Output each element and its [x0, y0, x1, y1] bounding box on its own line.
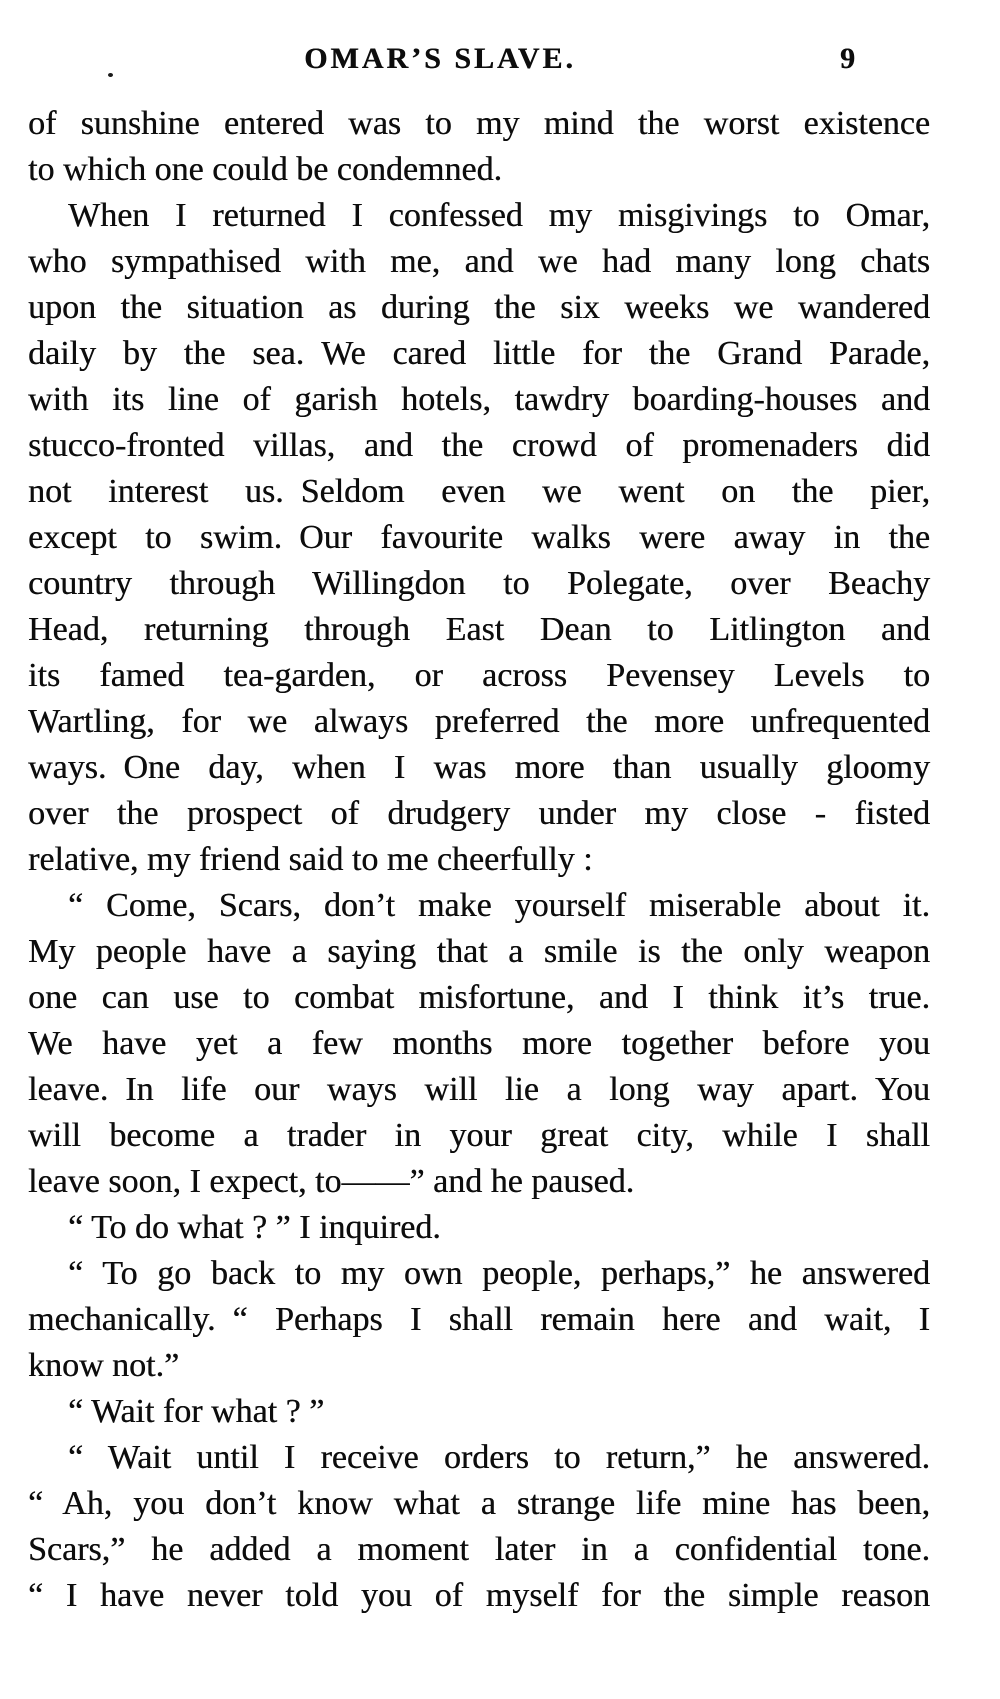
page-number: 9	[840, 42, 855, 75]
text-line: leave soon, I expect, to——” and he paused.	[28, 1163, 635, 1200]
text-line: Scars,” he added a moment later in a confidential tone.	[28, 1531, 930, 1568]
text-line: to which one could be condemned.	[28, 151, 502, 188]
text-line: My people have a saying that a smile is the only weapon	[28, 933, 930, 970]
text-line: ways. One day, when I was more than usually gloomy	[28, 749, 930, 786]
text-line: one can use to combat misfortune, and I think it’s true.	[28, 979, 930, 1016]
text-line: daily by the sea. We cared little for the Grand Parade,	[28, 335, 930, 372]
text-line: of sunshine entered was to my mind the worst existence	[28, 105, 930, 142]
text-line: When I returned I confessed my misgivings to Omar,	[68, 197, 930, 234]
text-line: know not.”	[28, 1347, 180, 1384]
body-text	[28, 101, 930, 1619]
text-line: “ Come, Scars, don’t make yourself miserable about it.	[68, 887, 930, 924]
text-line: relative, my friend said to me cheerfully :	[28, 841, 593, 878]
text-line: “ I have never told you of myself for the simple reason	[28, 1577, 930, 1614]
text-line: mechanically. “ Perhaps I shall remain here and wait, I	[28, 1301, 930, 1338]
text-line: “ To do what ? ” I inquired.	[68, 1209, 441, 1246]
text-line: “ Wait until I receive orders to return,” he answered.	[68, 1439, 930, 1476]
text-line: will become a trader in your great city, while I shall	[28, 1117, 930, 1154]
text-line: its famed tea-garden, or across Pevensey Levels to	[28, 657, 930, 694]
text-line: not interest us. Seldom even we went on the pier,	[28, 473, 930, 510]
text-line: country through Willingdon to Polegate, over Beachy	[28, 565, 930, 602]
text-line: stucco-fronted villas, and the crowd of promenaders did	[28, 427, 930, 464]
text-line: leave. In life our ways will lie a long way apart. You	[28, 1071, 930, 1108]
text-line: over the prospect of drudgery under my close - fisted	[28, 795, 930, 832]
text-line: “ Ah, you don’t know what a strange life mine has been,	[28, 1485, 930, 1522]
text-line: We have yet a few months more together before you	[28, 1025, 930, 1062]
text-line: “ To go back to my own people, perhaps,” he answered	[68, 1255, 930, 1292]
text-line: Wartling, for we always preferred the more unfrequented	[28, 703, 930, 740]
text-line: Head, returning through East Dean to Litlington and	[28, 611, 930, 648]
text-line: with its line of garish hotels, tawdry boarding-houses and	[28, 381, 930, 418]
text-line: upon the situation as during the six weeks we wandered	[28, 289, 930, 326]
text-line: “ Wait for what ? ”	[68, 1393, 325, 1430]
running-head-title: OMAR’S SLAVE.	[304, 42, 576, 75]
text-line: who sympathised with me, and we had many long chats	[28, 243, 930, 280]
text-line: except to swim. Our favourite walks were away in the	[28, 519, 930, 556]
